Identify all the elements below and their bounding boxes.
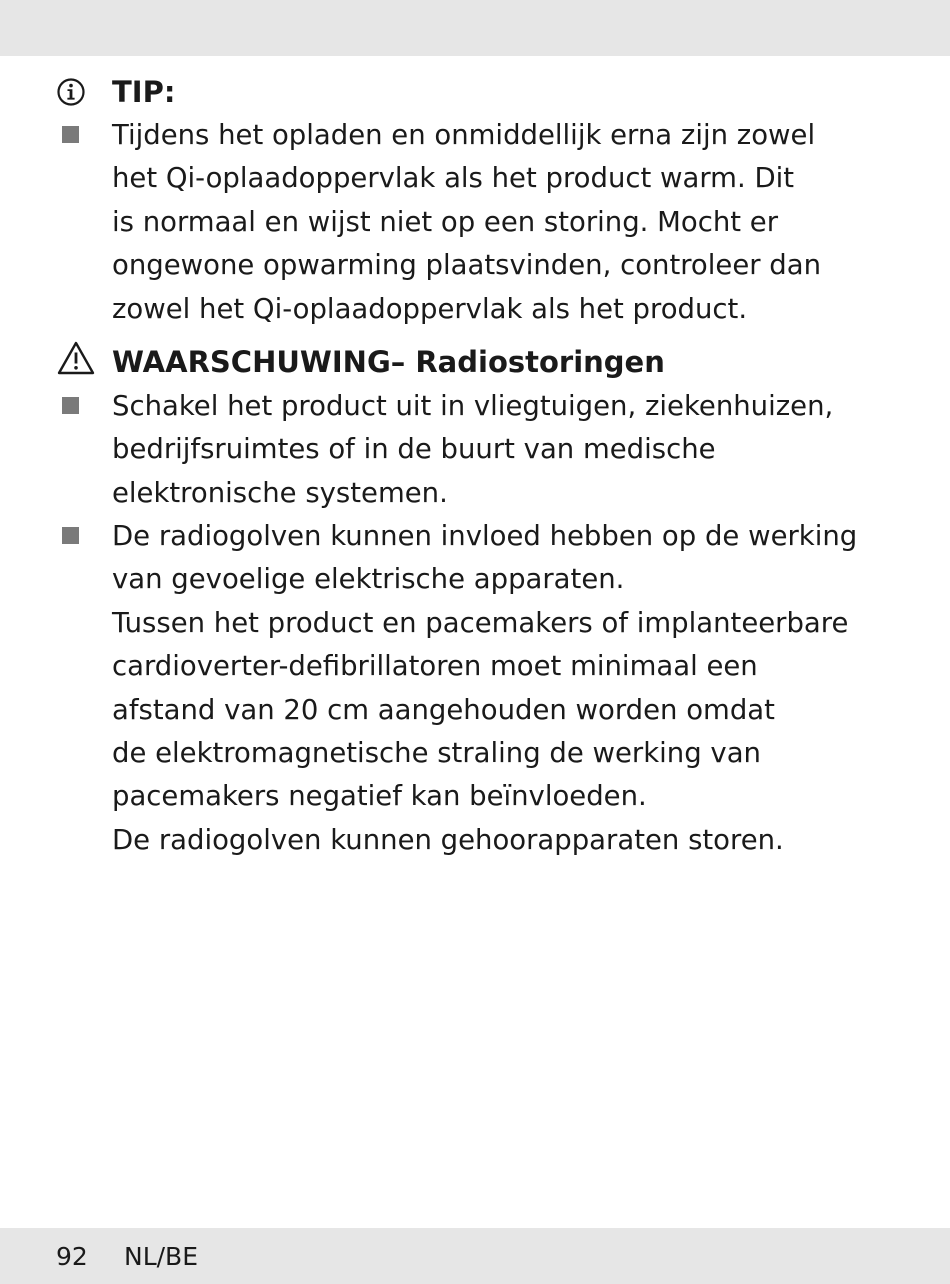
bullet-icon [62, 126, 79, 143]
text-line: cardioverter-defibrillatoren moet minimaal een [112, 650, 758, 683]
text-line: Tijdens het opladen en onmiddellijk erna zijn zowel [112, 119, 816, 151]
info-circle-icon [56, 77, 86, 111]
text-line: Schakel het product uit in vliegtuigen, ziekenhuizen, [112, 390, 834, 422]
bullet-icon [62, 397, 79, 414]
text-line: van gevoelige elektrische apparaten. [112, 563, 625, 596]
text-line: ongewone opwarming plaatsvinden, controleer dan [112, 249, 822, 282]
text-line: pacemakers negatief kan beïnvloeden. [112, 780, 647, 813]
tip-paragraph [112, 114, 922, 331]
tip-heading: TIP: [112, 75, 176, 109]
warning-paragraph-1 [112, 385, 922, 515]
text-line: het Qi-oplaadoppervlak als het product warm. Dit [112, 162, 795, 195]
text-line: De radiogolven kunnen invloed hebben op de werking [112, 520, 858, 552]
locale-label: NL/BE [124, 1242, 198, 1271]
text-line: afstand van 20 cm aangehouden worden omdat [112, 693, 775, 726]
warning-heading: WAARSCHUWING– Radiostoringen [112, 345, 665, 379]
text-line: zowel het Qi-oplaadoppervlak als het product. [112, 292, 748, 325]
text-line: de elektromagnetische straling de werking van [112, 737, 761, 770]
text-line: elektronische systemen. [112, 476, 448, 509]
top-band [0, 0, 950, 56]
warning-paragraph-2 [112, 515, 922, 862]
text-line: bedrijfsruimtes of in de buurt van medische [112, 433, 716, 466]
page-number: 92 [56, 1242, 88, 1271]
warning-triangle-icon [56, 340, 96, 380]
text-line: is normaal en wijst niet op een storing. Mocht er [112, 205, 779, 238]
text-line: Tussen het product en pacemakers of implanteerbare [112, 606, 849, 639]
bullet-icon [62, 527, 79, 544]
text-line: De radiogolven kunnen gehoorapparaten storen. [112, 823, 784, 856]
